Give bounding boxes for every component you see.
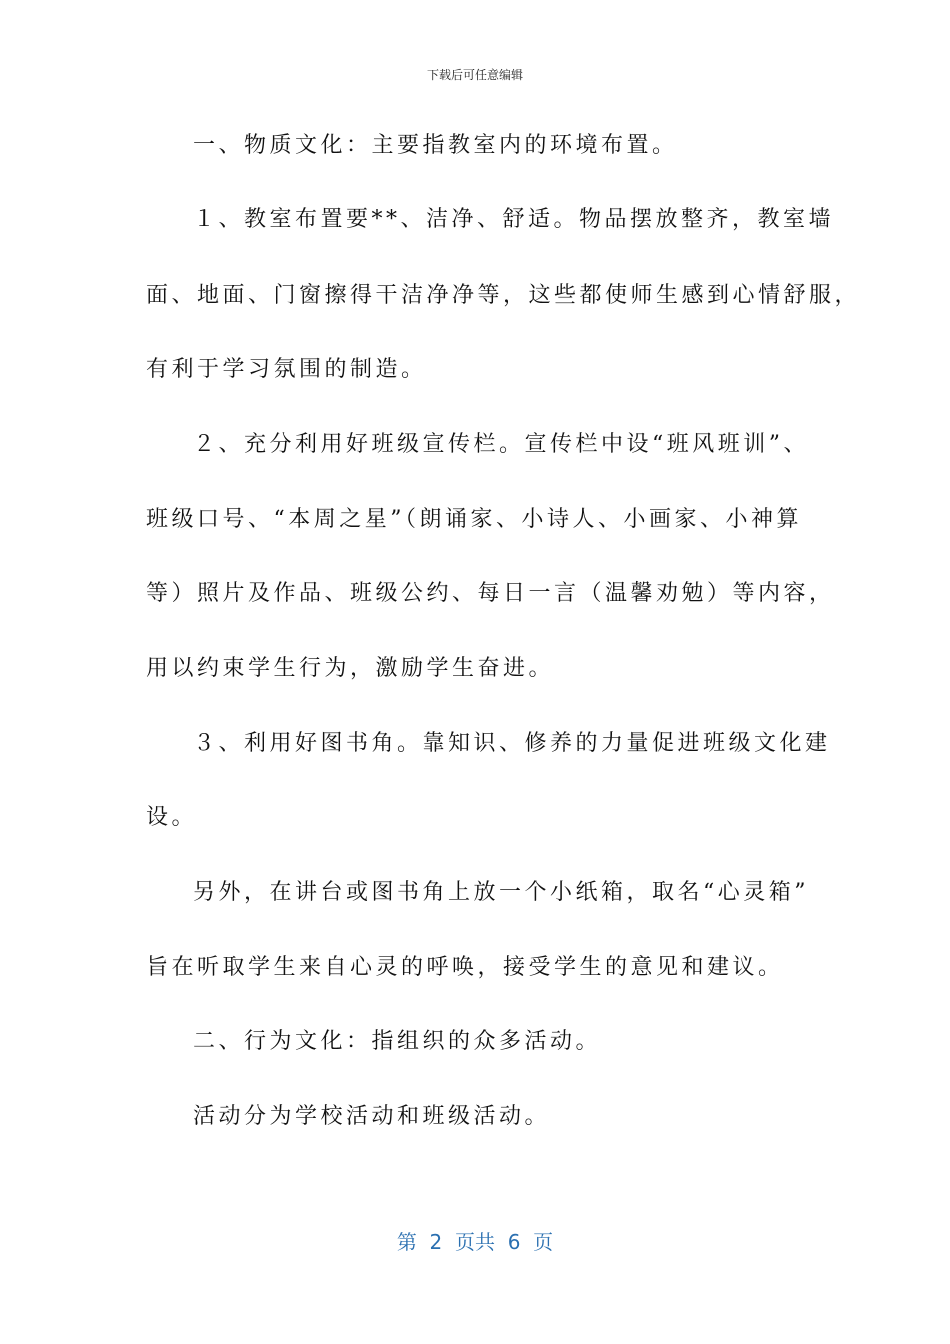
page-number-footer: 第 2 页共 6 页 <box>396 1230 554 1254</box>
text-line: ２、充分利用好班级宣传栏。宣传栏中设“班风班训”、 <box>193 432 809 457</box>
text-line: 面、地面、门窗擦得干洁净净等，这些都使师生感到心情舒服， <box>146 283 861 308</box>
text-line: 用以约束学生行为，激励学生奋进。 <box>146 656 555 681</box>
text-line: 班级口号、“本周之星”（朗诵家、小诗人、小画家、小神算 <box>146 507 802 532</box>
text-line: 等）照片及作品、班级公约、每日一言（温馨劝勉）等内容， <box>146 581 835 606</box>
text-line: 一、物质文化：主要指教室内的环境布置。 <box>193 133 678 158</box>
text-line: 活动分为学校活动和班级活动。 <box>193 1104 551 1129</box>
text-line: 设。 <box>146 805 198 830</box>
text-line: 旨在听取学生来自心灵的呼唤，接受学生的意见和建议。 <box>146 955 784 980</box>
text-line: ３、利用好图书角。靠知识、修养的力量促进班级文化建 <box>193 731 831 756</box>
text-line: 有利于学习氛围的制造。 <box>146 357 427 382</box>
header-note: 下载后可任意编辑 <box>426 68 523 82</box>
text-line: 另外，在讲台或图书角上放一个小纸箱，取名“心灵箱” <box>193 880 809 905</box>
text-line: １、教室布置要**、洁净、舒适。物品摆放整齐，教室墙 <box>193 207 835 232</box>
text-line: 二、行为文化：指组织的众多活动。 <box>193 1029 602 1054</box>
